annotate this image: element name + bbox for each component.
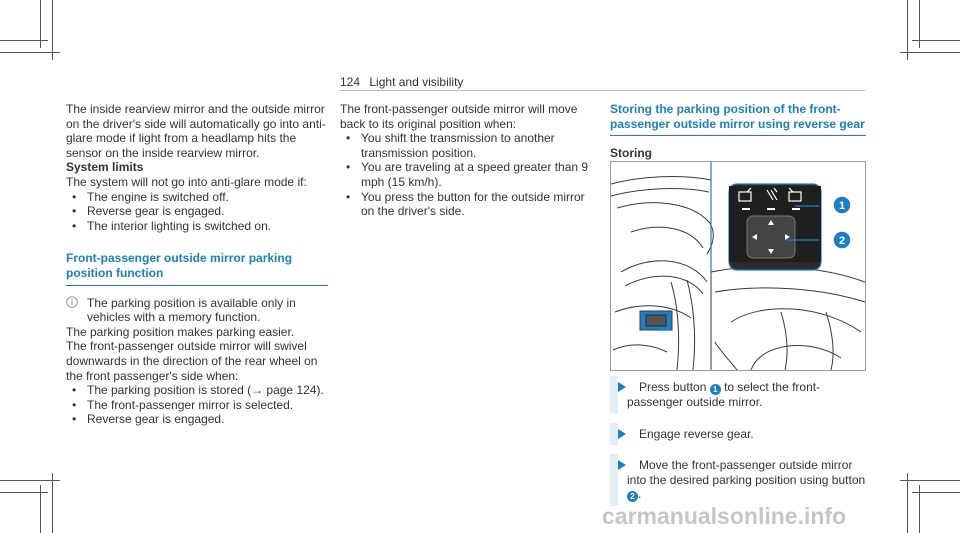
step-text: Engage reverse gear.: [639, 426, 754, 441]
list-item: • You are traveling at a speed greater than 9 mph (15 km/h).: [340, 160, 590, 189]
system-limits-list: [66, 190, 328, 234]
crop-mark: [912, 492, 960, 493]
info-note: [66, 296, 328, 325]
crop-mark: [0, 40, 48, 41]
button-1-badge: 1: [710, 384, 721, 395]
crop-mark: [0, 52, 60, 53]
step-item: [610, 427, 866, 442]
step-item: [610, 380, 866, 410]
step-text: [627, 380, 820, 409]
step-text-part: Move the front-passenger outside mirror into the desired parking position using button: [627, 458, 866, 487]
header-divider: [340, 90, 865, 91]
section-title-parking-function: Front-passenger outside mirror parking position function: [66, 251, 293, 280]
column-1: [66, 102, 328, 427]
crop-mark: [907, 473, 908, 533]
section-divider: [66, 285, 328, 286]
watermark: carmanualsonline.info: [602, 503, 847, 529]
step-text-part: Press button: [639, 380, 707, 394]
list-item: • The interior lighting is switched on.: [66, 219, 328, 234]
step-text-part: to select the front-passenger outside mirror.: [627, 380, 821, 409]
chapter-title: Light and visibility: [369, 75, 464, 89]
callout-2-label: 2: [838, 235, 846, 247]
system-limits-text: The system will not go into anti-glare mode if:: [66, 174, 307, 189]
list-item: • You press the button for the outside mirror on the driver's side.: [340, 190, 590, 219]
column-3: [610, 102, 866, 161]
paragraph: The parking position makes parking easier.: [66, 324, 295, 339]
system-limits-heading: System limits: [66, 160, 144, 175]
list-item: • You shift the transmission to another transmission position.: [340, 131, 590, 160]
instruction-steps: [610, 380, 866, 519]
step-arrow-icon: [618, 428, 626, 443]
button-2-badge: 2: [627, 491, 638, 502]
list-item: • The parking position is stored (→ page 124).: [66, 383, 328, 398]
step-item: [610, 458, 866, 502]
page-number: 124: [340, 75, 361, 89]
crop-mark: [0, 480, 60, 481]
crop-mark: [0, 492, 48, 493]
paragraph: The front-passenger outside mirror will swivel downwards in the direction of the rear wheel on the front passenger's side when:: [66, 339, 318, 383]
list-item: • Reverse gear is engaged.: [66, 204, 328, 219]
note-text: The parking position is available only in vehicles with a memory function.: [87, 295, 296, 325]
crop-mark: [900, 480, 960, 481]
page-header: [340, 75, 463, 89]
callout-1-label: 1: [838, 200, 846, 212]
step-text-part: .: [638, 487, 642, 502]
step-bar: [610, 423, 618, 446]
crop-mark: [907, 0, 908, 60]
crop-mark: [912, 40, 960, 41]
info-icon: [66, 295, 78, 313]
crop-mark: [52, 0, 53, 60]
step-text: [627, 458, 865, 501]
door-panel-drawing: [611, 162, 865, 370]
intro-paragraph: The inside rearview mirror and the outside mirror on the driver's side will automatically go into anti-glare mode if light from a headlamp hits the sensor on the inside rearview mirror.: [66, 102, 326, 160]
step-bar: [610, 454, 618, 506]
list-item: • Reverse gear is engaged.: [66, 412, 328, 427]
step-arrow-icon: [618, 459, 626, 474]
door-panel-illustration: [610, 161, 866, 371]
step-arrow-icon: [618, 381, 626, 396]
paragraph: The front-passenger outside mirror will move back to its original position when:: [340, 102, 578, 131]
section-divider: [610, 135, 866, 136]
crop-mark: [900, 52, 960, 53]
storing-heading: Storing: [610, 146, 652, 161]
section-title-storing: Storing the parking position of the front-passenger outside mirror using reverse gear: [610, 102, 865, 131]
list-item: • The front-passenger mirror is selected.: [66, 398, 328, 413]
column-2: [340, 102, 590, 219]
crop-mark: [52, 473, 53, 533]
return-conditions-list: [340, 131, 590, 219]
step-bar: [610, 376, 618, 414]
conditions-list: [66, 383, 328, 427]
list-item: • The engine is switched off.: [66, 190, 328, 205]
